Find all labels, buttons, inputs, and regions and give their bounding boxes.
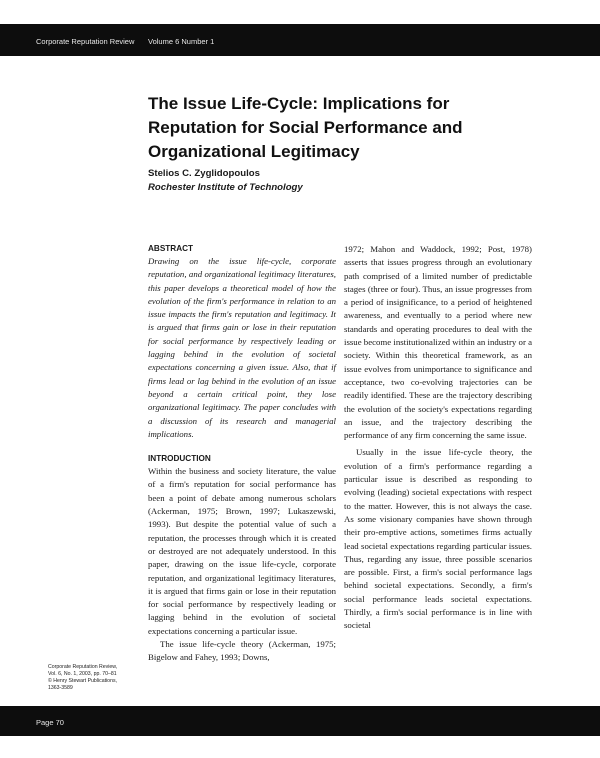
page-footer-bar [0,706,600,736]
intro-paragraph-2-start: The issue life-cycle theory (Ackerman, 1975; Bigelow and Fahey, 1993; Downs, [148,639,336,663]
left-column [148,243,336,665]
intro-paragraph-1: Within the business and society literature, the value of a firm's reputation for social performance has been a point of debate among numerous scholars (Ackerman, 1975; Brown, 1997; Lukaszewski, 1993). But despite the potential value of such a reputation, the processes through which it is created or destroyed are not adequately understood. In this paper, drawing on the issue life-cycle, corporate reputation, and organizational legitimacy literatures, it is argued that firms gain or lose in their reputation for social performance by respectively leading or lagging behind in the evolution of societal expectations concerning a particular issue. [148,466,336,636]
journal-header-bar [0,24,600,56]
article-title: The Issue Life-Cycle: Implications for Reputation for Social Performance and Organizational Legitimacy [148,94,463,161]
abstract-heading: ABSTRACT [148,244,194,253]
citation-note [48,664,140,692]
author-block [148,167,448,195]
volume-number: Volume 6 Number 1 [148,37,215,46]
citation-line: © Henry Stewart Publications, [48,678,117,684]
right-column [344,243,532,633]
citation-line: Corporate Reputation Review, [48,664,118,670]
citation-line: Vol. 6, No. 1, 2003, pp. 70–81 [48,671,117,677]
author-name: Stelios C. Zyglidopoulos [148,168,260,179]
citation-line: 1363-3589 [48,685,73,691]
abstract-text: Drawing on the issue life-cycle, corporate reputation, and organizational legitimacy literatures, this paper develops a theoretical model of how the evolution of the firm's performance in relation to an issue impacts the firm's reputation and legitimacy. It is argued that firms gain or lose in their reputation for social performance by respectively leading or lagging behind in the evolution of societal expectations concerning a given issue. Also, that if firms lead or lag behind in the evolution of an issue beyond a certain critical point, they lose organizational legitimacy. The paper concludes with a discussion of its research and managerial implications. [148,256,336,439]
journal-name: Corporate Reputation Review [36,37,135,46]
intro-paragraph-2-continued: 1972; Mahon and Waddock, 1992; Post, 1978) asserts that issues progress through an evolutionary path comprised of a limited number of predictable stages (three or four). Thus, an issue progresses from a period of insignificance, to a period of heightened awareness, and eventually to a period where new standards and operating procedures to deal with the issue become institutionalized within an industry or a society. Within this theoretical framework, as an issue evolves from unimportance to significance and acceptance, two co-evolving trajectories can be readily identified. These are the trajectory describing the evolution of the society's expectations regarding an issue, and the trajectory describing the performance of any firm concerning the same issue. [344,244,532,441]
intro-paragraph-3: Usually in the issue life-cycle theory, the evolution of a firm's performance regarding a particular issue is described as responding to evolving (leading) societal expectations with respect to the matter. However, this is not always the case. As some visionary companies have shown through their pro-emptive actions, sometimes firms actually lead societal expectations regarding particular issues. Thus, regarding any issue, three possible scenarios are possible. First, a firm's social performance lags behind societal expectations. Secondly, a firm's social performance leads societal expectations. Thirdly, a firm's social performance is in line with societal [344,447,532,631]
introduction-heading: INTRODUCTION [148,454,211,464]
page-number: Page 70 [36,718,64,727]
author-affiliation: Rochester Institute of Technology [148,182,303,193]
